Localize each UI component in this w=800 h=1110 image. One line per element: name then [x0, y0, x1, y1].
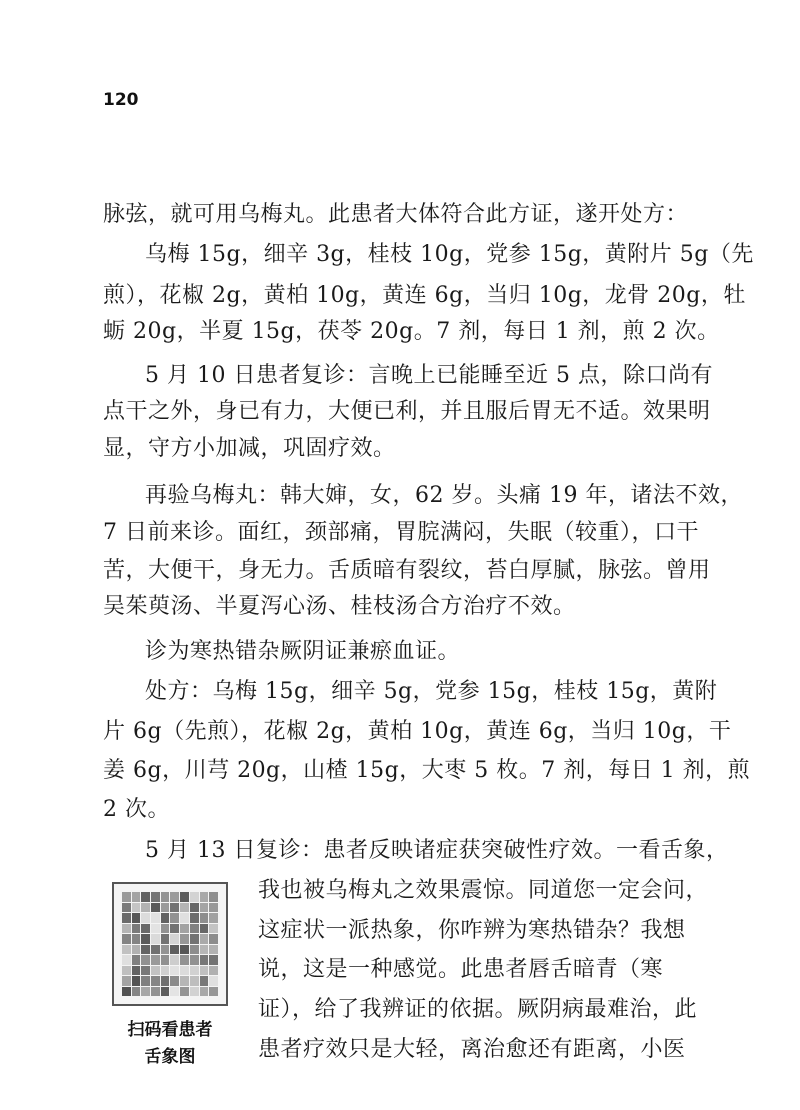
text-line: 5 月 10 日患者复诊：言晚上已能睡至近 5 点，除口尚有 — [145, 363, 713, 388]
qr-module — [122, 987, 131, 997]
qr-module — [190, 903, 199, 913]
qr-module — [151, 892, 160, 902]
qr-module — [170, 903, 179, 913]
qr-module — [132, 924, 141, 934]
qr-caption-line-1: 扫码看患者 — [127, 1020, 213, 1040]
text-line: 片 6g（先煎），花椒 2g，黄柏 10g，黄连 6g，当归 10g，干 — [103, 719, 732, 744]
qr-module — [141, 987, 150, 997]
qr-module — [190, 966, 199, 976]
qr-module — [180, 903, 189, 913]
qr-module — [200, 966, 209, 976]
qr-module — [190, 892, 199, 902]
qr-module — [170, 966, 179, 976]
text-line: 乌梅 15g，细辛 3g，桂枝 10g，党参 15g，黄附片 5g（先 — [145, 242, 754, 267]
qr-module — [122, 976, 131, 986]
qr-module — [161, 966, 170, 976]
text-line: 点干之外，身已有力，大便已利，并且服后胃无不适。效果明 — [103, 399, 711, 424]
qr-module — [141, 903, 150, 913]
qr-module — [151, 966, 160, 976]
qr-module — [132, 966, 141, 976]
text-line: 患者疗效只是大轻，离治愈还有距离，小医 — [258, 1037, 686, 1062]
qr-module — [151, 987, 160, 997]
qr-module — [180, 892, 189, 902]
qr-module — [170, 892, 179, 902]
qr-module — [151, 955, 160, 965]
qr-module — [132, 945, 141, 955]
qr-module — [180, 987, 189, 997]
qr-module — [170, 987, 179, 997]
qr-module — [209, 913, 218, 923]
qr-module — [180, 934, 189, 944]
qr-module — [180, 945, 189, 955]
qr-module — [132, 913, 141, 923]
text-line: 我也被乌梅丸之效果震惊。同道您一定会问， — [258, 878, 709, 903]
qr-module — [180, 976, 189, 986]
qr-caption-line-2: 舌象图 — [144, 1047, 196, 1067]
qr-module — [200, 924, 209, 934]
qr-module — [190, 976, 199, 986]
qr-module — [161, 924, 170, 934]
qr-module — [151, 924, 160, 934]
qr-module — [132, 955, 141, 965]
qr-module — [190, 987, 199, 997]
text-line: 脉弦，就可用乌梅丸。此患者大体符合此方证，遂开处方： — [103, 202, 689, 227]
qr-module — [209, 903, 218, 913]
qr-module — [132, 976, 141, 986]
qr-module — [170, 924, 179, 934]
qr-module — [180, 955, 189, 965]
qr-module — [200, 987, 209, 997]
qr-module — [209, 987, 218, 997]
qr-module — [161, 945, 170, 955]
qr-module — [151, 913, 160, 923]
qr-module — [200, 955, 209, 965]
qr-module — [209, 892, 218, 902]
qr-module — [151, 934, 160, 944]
text-line: 苦，大便干，身无力。舌质暗有裂纹，苔白厚腻，脉弦。曾用 — [103, 558, 711, 583]
qr-module — [161, 934, 170, 944]
qr-module — [161, 913, 170, 923]
qr-module — [151, 903, 160, 913]
qr-module — [141, 976, 150, 986]
qr-module — [122, 945, 131, 955]
qr-module — [141, 892, 150, 902]
text-line: 2 次。 — [103, 797, 170, 822]
qr-module — [122, 892, 131, 902]
qr-module — [161, 976, 170, 986]
text-line: 吴茱萸汤、半夏泻心汤、桂枝汤合方治疗不效。 — [103, 594, 576, 619]
text-line: 煎），花椒 2g，黄柏 10g，黄连 6g，当归 10g，龙骨 20g，牡 — [103, 283, 746, 308]
qr-module — [180, 913, 189, 923]
qr-module — [200, 892, 209, 902]
qr-module — [151, 976, 160, 986]
qr-module — [209, 924, 218, 934]
qr-module — [209, 966, 218, 976]
qr-module — [190, 945, 199, 955]
qr-module — [122, 913, 131, 923]
qr-module — [200, 945, 209, 955]
qr-module — [190, 955, 199, 965]
qr-module — [170, 955, 179, 965]
text-line: 显，守方小加减，巩固疗效。 — [103, 436, 396, 461]
qr-module — [132, 892, 141, 902]
qr-module — [161, 955, 170, 965]
qr-module — [170, 945, 179, 955]
qr-module — [170, 913, 179, 923]
qr-module — [190, 924, 199, 934]
text-line: 证），给了我辨证的依据。厥阴病最难治，此 — [258, 997, 698, 1022]
text-line: 说，这是一种感觉。此患者唇舌暗青（寒 — [258, 957, 664, 982]
qr-module — [170, 976, 179, 986]
qr-module — [141, 934, 150, 944]
text-line: 蛎 20g，半夏 15g，茯苓 20g。7 剂，每日 1 剂，煎 2 次。 — [103, 319, 720, 344]
qr-module — [200, 934, 209, 944]
qr-module — [132, 934, 141, 944]
qr-module — [122, 966, 131, 976]
qr-module — [190, 913, 199, 923]
qr-module — [200, 913, 209, 923]
qr-module — [151, 945, 160, 955]
qr-module — [141, 945, 150, 955]
text-line: 处方：乌梅 15g，细辛 5g，党参 15g，桂枝 15g，黄附 — [145, 679, 718, 704]
qr-module — [122, 934, 131, 944]
page-number: 120 — [103, 90, 139, 110]
qr-module — [141, 955, 150, 965]
qr-module — [190, 934, 199, 944]
qr-module — [141, 966, 150, 976]
text-line: 7 日前来诊。面红，颈部痛，胃脘满闷，失眠（较重），口干 — [103, 520, 699, 545]
text-line: 诊为寒热错杂厥阴证兼瘀血证。 — [145, 639, 461, 664]
qr-module — [180, 966, 189, 976]
qr-module — [122, 955, 131, 965]
qr-module — [122, 924, 131, 934]
qr-module — [209, 934, 218, 944]
qr-module — [132, 903, 141, 913]
qr-module — [180, 924, 189, 934]
qr-code[interactable] — [112, 882, 228, 1006]
qr-module — [141, 913, 150, 923]
text-line: 姜 6g，川芎 20g，山楂 15g，大枣 5 枚。7 剂，每日 1 剂，煎 — [103, 758, 751, 783]
qr-module — [161, 903, 170, 913]
qr-module — [141, 924, 150, 934]
text-line: 这症状一派热象，你咋辨为寒热错杂？我想 — [258, 918, 686, 943]
qr-module — [170, 934, 179, 944]
text-line: 再验乌梅丸：韩大婶，女，62 岁。头痛 19 年，诸法不效， — [145, 483, 743, 508]
qr-module — [161, 987, 170, 997]
qr-module — [200, 903, 209, 913]
qr-module — [122, 903, 131, 913]
qr-module — [161, 892, 170, 902]
qr-module — [132, 987, 141, 997]
qr-module — [200, 976, 209, 986]
qr-module — [209, 955, 218, 965]
qr-module — [209, 945, 218, 955]
text-line: 5 月 13 日复诊：患者反映诸症获突破性疗效。一看舌象， — [145, 838, 729, 863]
qr-module — [209, 976, 218, 986]
